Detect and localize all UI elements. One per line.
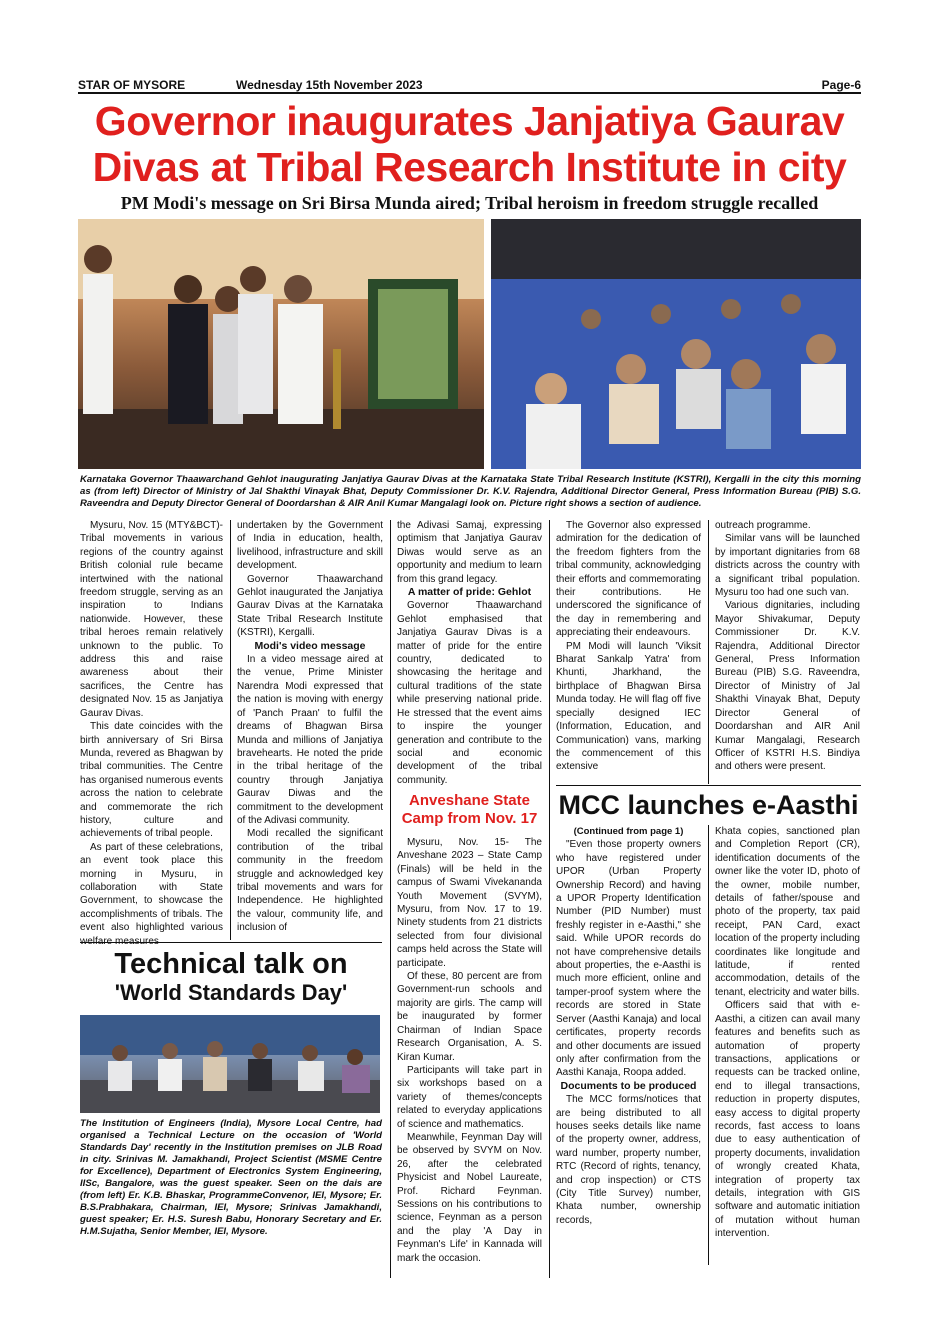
main-subhead: PM Modi's message on Sri Birsa Munda aired; Tribal heroism in freedom struggle recalled xyxy=(120,193,819,213)
newspaper-name: STAR OF MYSORE xyxy=(78,78,186,92)
paragraph: undertaken by the Government of India in education, health, livelihood, infrastructure and skill development. xyxy=(237,520,383,572)
paragraph: Of these, 80 percent are from Government-run schools and majority are girls. The camp will be inaugurated by former Chairman of Indian Space Research Organisation, A. S. Kiran Kumar. xyxy=(397,971,542,1063)
photo-audience xyxy=(491,219,861,469)
paragraph: Khata copies, sanctioned plan and Completion Report (CR), identification documents of the owner like the voter ID, photo of the owner, mobile number, details of father/spouse and photo of the property, tax paid receipt, PAN Card, exact location of the property including coordinates like longitude and latitude, if rented accommodation, details of the tenant, electricity and water bills. xyxy=(715,826,860,998)
column-divider xyxy=(708,825,709,1265)
mcc-headline: MCC launches e-Aasthi xyxy=(558,790,859,820)
paragraph: the Adivasi Samaj, expressing optimism that Janjatiya Gaurav Diwas would serve as an opportunity and medium to learn from this grand legacy. xyxy=(397,520,542,585)
article-column-4 xyxy=(556,519,701,774)
photo-governor-inauguration xyxy=(78,219,484,469)
subheading-documents: Documents to be produced xyxy=(560,1079,697,1092)
anveshane-article xyxy=(397,836,542,1265)
paragraph: Similar vans will be launched by important dignitaries from 68 districts across the country with a significant tribal population. Mysuru too had one such van. xyxy=(715,533,860,599)
paragraph: Various dignitaries, including Mayor Shivakumar, Deputy Commissioner Dr. K.V. Rajendra, Additional Director General, Press Information Bureau (PIB) S.G. Raveendra, Director of Ministry of Jal Shakthi Vinayak Bhat, Deputy Director General of Doordarshan and AIR Anil Kumar Mangalagi, Research Officer of KSTRI H.S. Bindiya and others were present. xyxy=(715,600,860,773)
mcc-article-column-1 xyxy=(556,825,701,1227)
paragraph: Mysuru, Nov. 15- The Anveshane 2023 – State Camp (Finals) will be held in the campus of Swami Vivekananda Youth Movement (SVYM), Mysuru, from Nov. 17 to 19. Ninety students from 21 districts selected from four divisional camps held across the State will participate. xyxy=(397,837,542,969)
paragraph: "Even those property owners who have registered under UPOR (Urban Property Ownership Record) and having a UPOR Property Identification Number (PID Number) must freshly register in e-Aasthi," she said. While UPOR records do not have comprehensive details about properties, the e-Aasthi is much more efficient, online and tamper-proof system where the records are stored in State Server (Aasthi Kanaja) and local certificates, property records and other documents are issued only after confirmation from the Aasthi Kanaja, Roopa added. xyxy=(556,839,701,1079)
subheading-video-message: Modi's video message xyxy=(254,639,366,652)
article-column-3 xyxy=(397,519,542,787)
column-divider xyxy=(549,520,550,1278)
main-photo-caption: Karnataka Governor Thaawarchand Gehlot inaugurating Janjatiya Gaurav Divas at the Karnataka State Tribal Research Institute (KSTRI), Kergalli in the city this morning as (from left) Director of Ministry of Jal Shakthi Vinayak Bhat, Deputy Commissioner Dr. K.V. Rajendra, Additional Director General, Press Information Bureau (PIB) S.G. Raveendra and Deputy Director General of Doordarshan & AIR Anil Kumar Mangalagi look on. Picture right shows a section of audience. xyxy=(80,474,861,509)
subheading-matter-of-pride: A matter of pride: Gehlot xyxy=(407,586,532,599)
tech-talk-title-line2: 'World Standards Day' xyxy=(114,980,348,1005)
paragraph: PM Modi will launch 'Viksit Bharat Sankalp Yatra' from Khunti, Jharkhand, the birthplace of Bhagwan Birsa Munda today. He will flag off five specially designed IEC (Information, Education, and Communication) vans, marking the commencement of this extensive xyxy=(556,640,701,773)
column-divider xyxy=(390,520,391,1278)
column-divider xyxy=(230,520,231,940)
paragraph: Mysuru, Nov. 15 (MTY&BCT)- Tribal movements in various regions of the country against British colonial rule became intertwined with the national freedom struggle, serving as an inspiration to Indians nationwide. However, these tribal heroes remain relatively unknown to the public. To address this and raise awareness about their sacrifices, the Centre has designated Nov. 15 as Janjatiya Gaurav Divas. xyxy=(80,520,223,719)
paragraph: This date coincides with the birth anniversary of Sri Birsa Munda, revered as Bhagwan by tribal communities. The Centre has organised numerous events across the nation to celebrate and commemorate the rich history, culture and achievements of tribal people. xyxy=(80,721,223,840)
issue-date: Wednesday 15th November 2023 xyxy=(236,78,423,92)
masthead xyxy=(78,78,861,94)
paragraph: Officers said that with e-Aasthi, a citizen can avail many features and benefits such as automation of property transactions, applications or requests can be tracked online, end to illegal transactions, reduction in property disputes, easy access to digital property records, fast access to loans due to easy authentication of property documents, invalidation of wrongly created Khata, integration of property tax details, integration with GIS software and automatic initiation of mutation without human intervention. xyxy=(715,1000,860,1240)
mcc-article-column-2 xyxy=(715,825,860,1241)
tech-talk-title-line1: Technical talk on xyxy=(114,948,348,980)
page-number: Page-6 xyxy=(821,78,861,92)
paragraph: Modi recalled the significant contribution of the tribal community in the freedom struggle and acknowledged key tribal movements and wars for Independence. He highlighted the valour, community life, and inclusion of xyxy=(237,828,383,934)
main-headline: Governor inaugurates Janjatiya Gaurav Divas at Tribal Research Institute in city xyxy=(92,98,847,190)
column-divider xyxy=(708,520,709,784)
article-column-2 xyxy=(237,519,383,935)
paragraph: Governor Thaawarchand Gehlot inaugurated the Janjatiya Gaurav Divas at the Karnataka State Tribal Research Institute (KSTRI), Kergalli. xyxy=(237,573,383,639)
tech-talk-caption: The Institution of Engineers (India), Mysore Local Centre, had organised a Technical Lecture on the occasion of 'World Standards Day' recently in the Institution premises on JLB Road in city. Srinivas M. Jamakhandi, Project Scientist (MSME Centre for Excellence), Department of Electronics System Engineering, IISc, Bangalore, was the guest speaker. Seen on the dais are (from left) Er. K.B. Bhaskar, ProgrammeConvenor, IEI, Mysore; Er. B.S.Prabhakara, Chairman, IEI, Mysore; Srinivas Jamakhandi, guest speaker; Er. H.S. Suresh Babu, Honorary Secretary and Er. H.M.Sujatha, Senior Member, IEI, Mysore. xyxy=(80,1118,382,1237)
section-divider xyxy=(556,785,861,786)
article-column-1 xyxy=(80,519,223,948)
paragraph: Participants will take part in six workshops based on a variety of themes/concepts related to everyday applications of science and mathematics. xyxy=(397,1064,542,1130)
paragraph: As part of these celebrations, an event took place this morning in Mysuru, in collaboration with State Government, to showcase the accomplishments of tribals. The event also highlighted various welfare measures xyxy=(80,841,223,947)
paragraph: In a video message aired at the venue, Prime Minister Narendra Modi expressed that the nation is moving with energy of 'Panch Praan' to fulfil the dreams of Bhagwan Birsa Munda and millions of Janjatiya bravehearts. He noted the pride in the tribal heritage of the country through Janjatiya Gaurav Diwas and the commitment to the development of the Adivasi community. xyxy=(237,654,383,826)
photo-tech-talk-dais xyxy=(80,1015,380,1113)
paragraph: The Governor also expressed admiration for the dedication of the freedom fighters from the tribal community, acknowledging their efforts and commemorating their contributions. He underscored the significance of the day in remembering and appreciating their endeavours. xyxy=(556,520,701,639)
tech-talk-headline xyxy=(80,948,382,1006)
anveshane-headline: Anveshane State Camp from Nov. 17 xyxy=(401,792,538,827)
paragraph: Governor Thaawarchand Gehlot emphasised that Janjatiya Gaurav Divas is a matter of pride for the entire country, dedicated to showcasing the heritage and cultural traditions of the state while preserving national pride. He stressed that the event aims to inspire the younger generation and contribute to the social and economic development of the tribal community. xyxy=(397,600,542,786)
paragraph: The MCC forms/notices that are being distributed to all houses seeks details like name of the property owner, address, ward number, property number, RTC (Record of rights, tenancy, and crop inspection) or CTS (City Title Survey) number, Khata number, ownership records, xyxy=(556,1094,701,1226)
article-column-5 xyxy=(715,519,860,774)
paragraph: Meanwhile, Feynman Day will be observed by SVYM on Nov. 26, after the celebrated Physicist and Nobel Laureate, Prof. Richard Feynman. Sessions on his contributions to science, Feynman as a person and the play 'A Day in Feynman's Life' in Kannada will mark the occasion. xyxy=(397,1131,542,1264)
paragraph: outreach programme. xyxy=(715,520,811,531)
continued-note: (Continued from page 1) xyxy=(573,826,684,837)
